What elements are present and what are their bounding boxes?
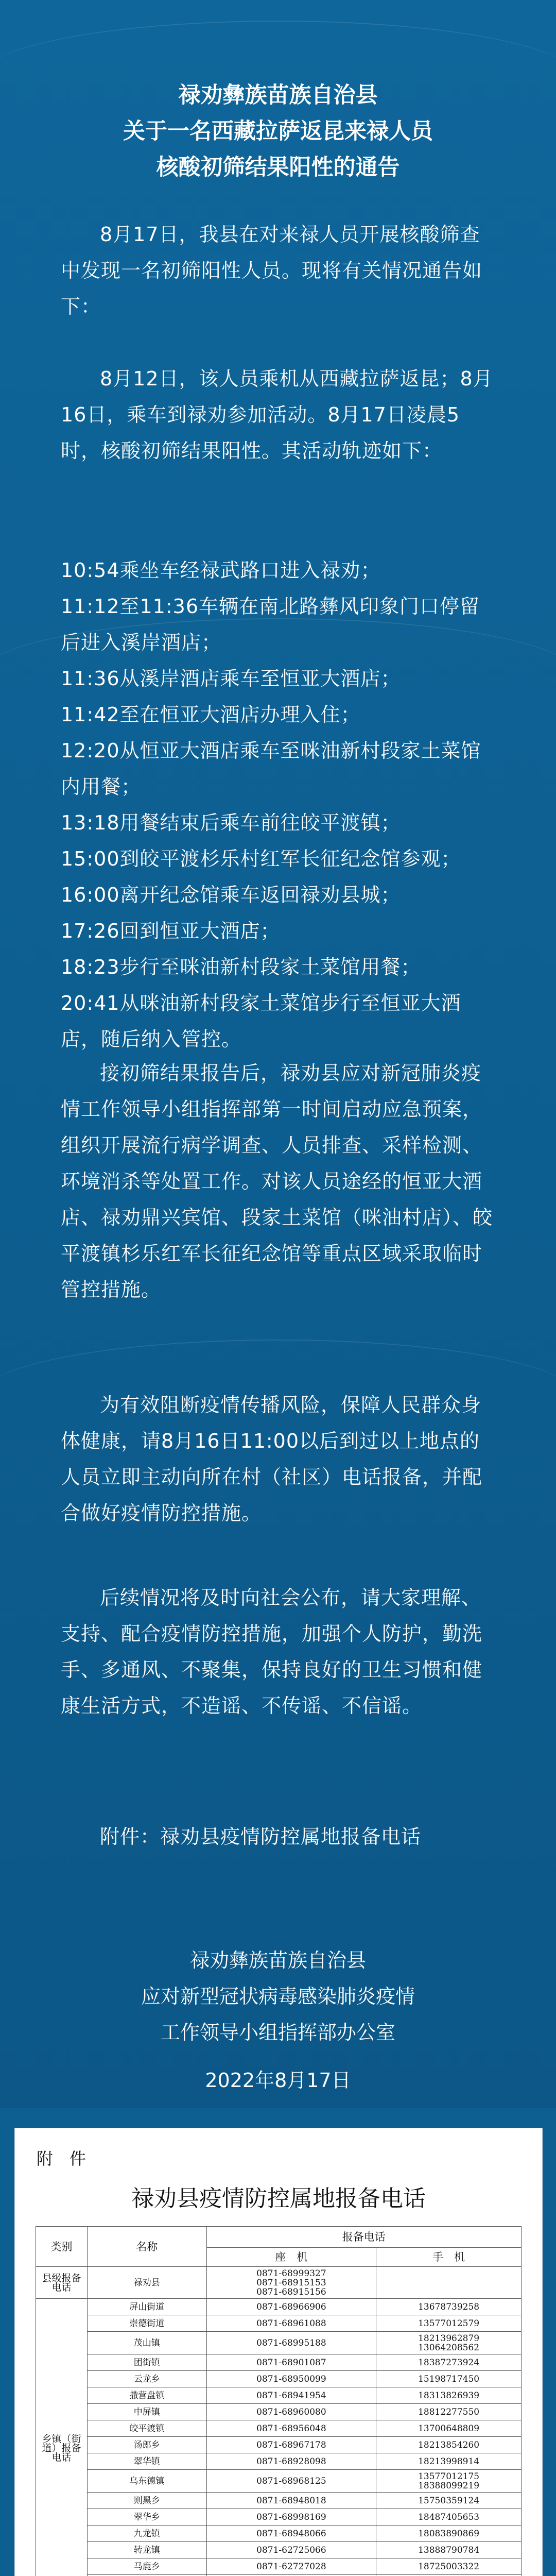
case-paragraph: 8月12日，该人员乘机从西藏拉萨返昆；8月16日，乘车到禄劝参加活动。8月17日凌晨5时，核酸初筛结果阳性。其活动轨迹如下： [61, 367, 493, 462]
mobile-cell: 13678739258 [376, 2299, 522, 2315]
table-row [36, 2509, 522, 2526]
landline-cell: 0871-68999327 0871-68915153 0871-68915156 [206, 2267, 376, 2299]
mobile-cell: 18213962879 13064208562 [376, 2332, 522, 2354]
notice-title [31, 77, 525, 185]
landline-cell: 0871-68961088 [206, 2315, 376, 2332]
mobile-cell: 13577012175 18388099219 [376, 2470, 522, 2493]
attachment-note: 附件：禄劝县疫情防控属地报备电话 [100, 1825, 422, 1848]
name-cell: 撒营盘镇 [87, 2387, 206, 2404]
table-row [36, 2387, 522, 2404]
table-row [36, 2354, 522, 2371]
reporting-paragraph: 为有效阻断疫情传播风险，保障人民群众身体健康，请8月16日11:00以后到过以上地点的人员立即主动向所在村（社区）电话报备，并配合做好疫情防控措施。 [61, 1394, 483, 1524]
timeline-item: 11:36从溪岸酒店乘车至恒亚大酒店； [61, 667, 401, 690]
name-cell: 茂山镇 [87, 2332, 206, 2354]
name-cell: 汤郎乡 [87, 2437, 206, 2453]
category-cell: 县级报备电话 [36, 2267, 88, 2299]
mobile-cell [376, 2267, 522, 2299]
name-cell: 团街镇 [87, 2354, 206, 2371]
table-row [36, 2315, 522, 2332]
mobile-cell: 18812277550 [376, 2404, 522, 2420]
name-cell: 则黑乡 [87, 2493, 206, 2509]
name-cell: 翠华镇 [87, 2453, 206, 2470]
table-row [36, 2267, 522, 2299]
name-cell: 云龙乡 [87, 2371, 206, 2387]
name-cell: 崇德街道 [87, 2315, 206, 2332]
name-cell: 屏山街道 [87, 2299, 206, 2315]
name-cell: 禄劝县 [87, 2267, 206, 2299]
title-line: 核酸初筛结果阳性的通告 [156, 155, 400, 180]
timeline-item: 10:54乘坐车经禄武路口进入禄劝； [61, 559, 381, 582]
table-row [36, 2420, 522, 2437]
table-row [36, 2299, 522, 2315]
mobile-cell: 18313826939 [376, 2387, 522, 2404]
title-line: 关于一名西藏拉萨返昆来禄人员 [123, 118, 433, 144]
table-row [36, 2526, 522, 2542]
mobile-cell: 18725003322 [376, 2558, 522, 2575]
name-cell: 九龙镇 [87, 2526, 206, 2542]
landline-cell: 0871-62725066 [206, 2542, 376, 2558]
landline-cell: 0871-62727028 [206, 2558, 376, 2575]
response-paragraph: 接初筛结果报告后，禄劝县应对新冠肺炎疫情工作领导小组指挥部第一时间启动应急预案，组织开展流行病学调查、人员排查、采样检测、环境消杀等处置工作。对该人员途经的恒亚大酒店、禄劝鼎兴宾馆、段家土菜馆（咪油村店）、皎平渡镇杉乐红军长征纪念馆等重点区域采取临时管控措施。 [61, 1062, 493, 1301]
timeline-item: 18:23步行至咪油新村段家土菜馆用餐； [61, 956, 421, 978]
category-cell: 乡镇（街道）报备电话 [36, 2299, 88, 2576]
name-cell: 皎平渡镇 [87, 2420, 206, 2437]
intro-paragraph: 8月17日，我县在对来禄人员开展核酸筛查中发现一名初筛阳性人员。现将有关情况通告如下： [61, 223, 483, 318]
activity-timeline [61, 552, 499, 1057]
issuer-line: 应对新型冠状病毒感染肺炎疫情 [141, 1985, 415, 2008]
name-cell: 转龙镇 [87, 2542, 206, 2558]
landline-cell: 0871-68966906 [206, 2299, 376, 2315]
table-row [36, 2371, 522, 2387]
table-row [36, 2542, 522, 2558]
mobile-cell: 18387273924 [376, 2354, 522, 2371]
landline-cell: 0871-68948018 [206, 2493, 376, 2509]
timeline-item: 11:42至在恒亚大酒店办理入住； [61, 703, 361, 726]
advice-paragraph: 后续情况将及时向社会公布，请大家理解、支持、配合疫情防控措施，加强个人防护，勤洗手、多通风、不聚集，保持良好的卫生习惯和健康生活方式，不造谣、不传谣、不信谣。 [61, 1586, 483, 1717]
name-cell: 中屏镇 [87, 2404, 206, 2420]
landline-cell: 0871-68928098 [206, 2453, 376, 2470]
landline-cell: 0871-68968125 [206, 2470, 376, 2493]
landline-cell: 0871-68941954 [206, 2387, 376, 2404]
name-cell: 翠华乡 [87, 2509, 206, 2526]
name-cell: 马鹿乡 [87, 2558, 206, 2575]
mobile-cell: 18083890869 [376, 2526, 522, 2542]
table-row [36, 2404, 522, 2420]
landline-cell: 0871-68950099 [206, 2371, 376, 2387]
table-row [36, 2332, 522, 2354]
landline-cell: 0871-68948066 [206, 2526, 376, 2542]
mobile-cell: 15198717450 [376, 2371, 522, 2387]
attachment-label: 附 件 [37, 2149, 86, 2168]
issuer-line: 禄劝彝族苗族自治县 [189, 1949, 366, 1972]
header-phone: 报备电话 [206, 2227, 521, 2248]
timeline-item: 15:00到皎平渡杉乐村红军长征纪念馆参观； [61, 848, 461, 870]
landline-cell: 0871-68956048 [206, 2420, 376, 2437]
notice-date: 2022年8月17日 [205, 2069, 351, 2092]
mobile-cell: 13888790784 [376, 2542, 522, 2558]
name-cell: 乌东德镇 [87, 2470, 206, 2493]
timeline-item: 20:41从咪油新村段家土菜馆步行至恒亚大酒店，随后纳入管控。 [61, 992, 461, 1050]
table-row [36, 2493, 522, 2509]
header-mobile: 手 机 [376, 2248, 522, 2267]
mobile-cell: 18213854260 [376, 2437, 522, 2453]
table-row [36, 2453, 522, 2470]
timeline-item: 12:20从恒亚大酒店乘车至咪油新村段家土菜馆内用餐； [61, 739, 481, 798]
attachment-title: 禄劝县疫情防控属地报备电话 [131, 2185, 426, 2212]
mobile-cell: 13700648809 [376, 2420, 522, 2437]
table-row [36, 2558, 522, 2575]
timeline-item: 11:12至11:36车辆在南北路彝风印象门口停留后进入溪岸酒店； [61, 595, 480, 654]
landline-cell: 0871-68995188 [206, 2332, 376, 2354]
issuer-line: 工作领导小组指挥部办公室 [160, 2021, 395, 2044]
header-name: 名称 [87, 2227, 206, 2267]
mobile-cell: 18213998914 [376, 2453, 522, 2470]
table-row [36, 2437, 522, 2453]
phone-table [36, 2226, 522, 2576]
timeline-item: 13:18用餐结束后乘车前往皎平渡镇； [61, 811, 401, 834]
issuer-block [31, 1942, 525, 2050]
landline-cell: 0871-68960080 [206, 2404, 376, 2420]
phone-table-body [36, 2267, 522, 2576]
landline-cell: 0871-68967178 [206, 2437, 376, 2453]
header-landline: 座 机 [206, 2248, 376, 2267]
mobile-cell: 15750359124 [376, 2493, 522, 2509]
mobile-cell: 13577012579 [376, 2315, 522, 2332]
landline-cell: 0871-68901087 [206, 2354, 376, 2371]
header-category: 类别 [36, 2227, 88, 2267]
title-line: 禄劝彝族苗族自治县 [178, 82, 378, 108]
mobile-cell: 18487405653 [376, 2509, 522, 2526]
table-row [36, 2470, 522, 2493]
landline-cell: 0871-68998169 [206, 2509, 376, 2526]
attachment-card [14, 2128, 543, 2576]
timeline-item: 16:00离开纪念馆乘车返回禄劝县城； [61, 884, 401, 906]
timeline-item: 17:26回到恒亚大酒店； [61, 920, 281, 942]
